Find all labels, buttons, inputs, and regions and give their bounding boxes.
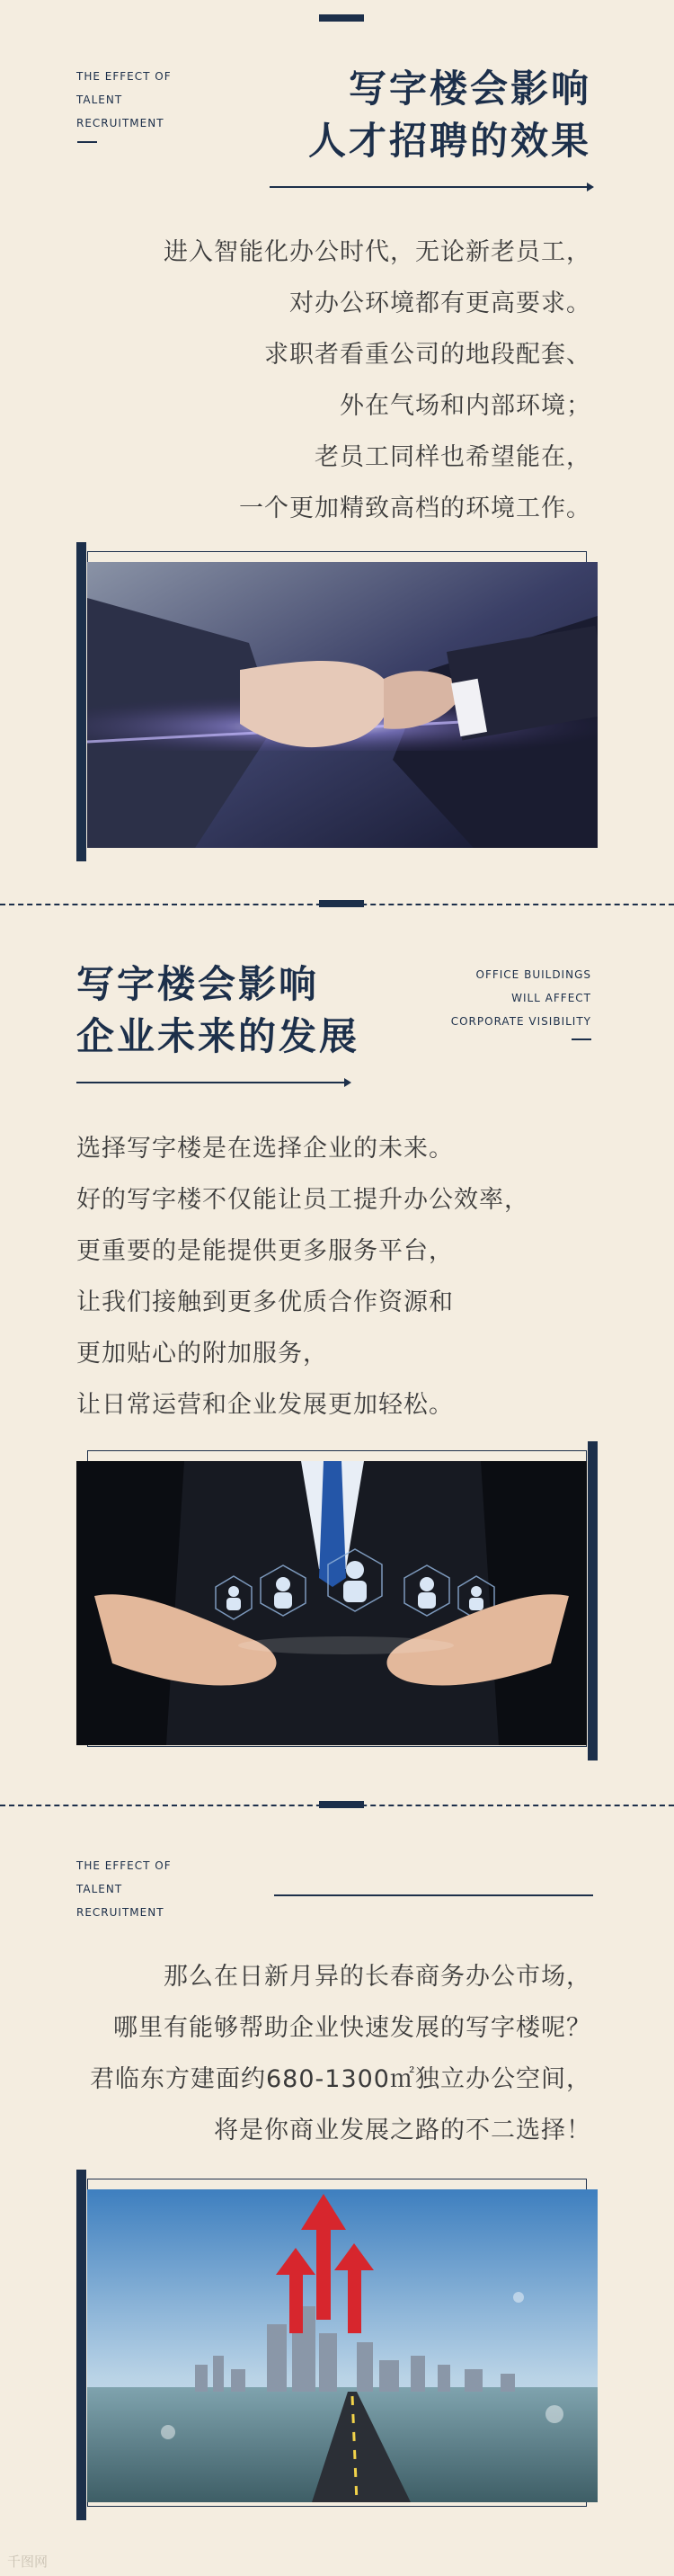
eyebrow-line: THE EFFECT OF <box>76 1859 172 1872</box>
eyebrow-line: THE EFFECT OF <box>76 70 172 83</box>
headline-line: 企业未来的发展 <box>76 1014 360 1058</box>
paragraph-line: 进入智能化办公时代，无论新老员工， <box>164 238 591 266</box>
paragraph-line: 求职者看重公司的地段配套、 <box>264 341 591 369</box>
paragraph-line: 哪里有能够帮助企业快速发展的写字楼呢？ <box>113 2014 591 2042</box>
frame-accent-bar <box>76 2170 86 2520</box>
section3-eyebrow <box>76 1854 172 1924</box>
paragraph-line: 外在气场和内部环境； <box>340 392 591 420</box>
section2-eyebrow <box>376 963 591 1033</box>
watermark: 千图网 <box>7 2554 49 2570</box>
headline-line: 写字楼会影响 <box>76 962 320 1006</box>
hands-image-frame <box>76 1441 598 1760</box>
eyebrow-line: WILL AFFECT <box>511 992 591 1004</box>
city-growth-arrows-photo <box>87 2189 598 2502</box>
section-divider-cap <box>319 900 364 907</box>
paragraph-line: 让日常运营和企业发展更加轻松。 <box>76 1391 454 1419</box>
top-divider-cap <box>319 14 364 22</box>
paragraph-line: 那么在日新月异的长春商务办公市场， <box>164 1963 591 1991</box>
headline-line: 人才招聘的效果 <box>307 119 591 163</box>
eyebrow-line: TALENT <box>76 1883 123 1895</box>
section1-rule <box>270 186 589 188</box>
section3-paragraph <box>0 1951 591 2156</box>
paragraph-line: 让我们接触到更多优质合作资源和 <box>76 1288 454 1316</box>
paragraph-line: 选择写字楼是在选择企业的未来。 <box>76 1135 454 1163</box>
section-divider-cap <box>319 1801 364 1808</box>
paragraph-line: 更重要的是能提供更多服务平台， <box>76 1237 454 1265</box>
hands-people-network-photo <box>76 1461 587 1745</box>
eyebrow-mark <box>77 141 97 143</box>
headline-line: 写字楼会影响 <box>348 67 591 111</box>
paragraph-line: 一个更加精致高档的环境工作。 <box>239 495 591 522</box>
handshake-image-frame <box>76 542 598 861</box>
section2-headline <box>76 958 359 1063</box>
frame-accent-bar <box>588 1441 598 1760</box>
section1-paragraph <box>34 227 591 534</box>
paragraph-line: 对办公环境都有更高要求。 <box>289 290 591 317</box>
paragraph-line: 君临东方建面约680-1300㎡独立办公空间， <box>90 2065 591 2093</box>
eyebrow-line: RECRUITMENT <box>76 117 164 129</box>
eyebrow-line: RECRUITMENT <box>76 1906 164 1919</box>
section1-headline <box>250 63 591 167</box>
eyebrow-line: TALENT <box>76 94 123 106</box>
frame-accent-bar <box>76 542 86 861</box>
paragraph-line: 更加贴心的附加服务， <box>76 1340 328 1368</box>
section2-paragraph <box>76 1123 634 1431</box>
paragraph-line: 老员工同样也希望能在， <box>315 443 591 471</box>
handshake-photo <box>87 562 598 848</box>
paragraph-line: 将是你商业发展之路的不二选择！ <box>214 2117 591 2144</box>
section2-rule <box>76 1082 346 1083</box>
city-image-frame <box>76 2170 598 2520</box>
eyebrow-line: CORPORATE VISIBILITY <box>450 1015 591 1028</box>
section3-rule <box>274 1894 593 1896</box>
eyebrow-mark <box>572 1038 591 1040</box>
paragraph-line: 好的写字楼不仅能让员工提升办公效率， <box>76 1186 529 1214</box>
eyebrow-line: OFFICE BUILDINGS <box>475 968 591 981</box>
section1-eyebrow <box>76 65 172 135</box>
